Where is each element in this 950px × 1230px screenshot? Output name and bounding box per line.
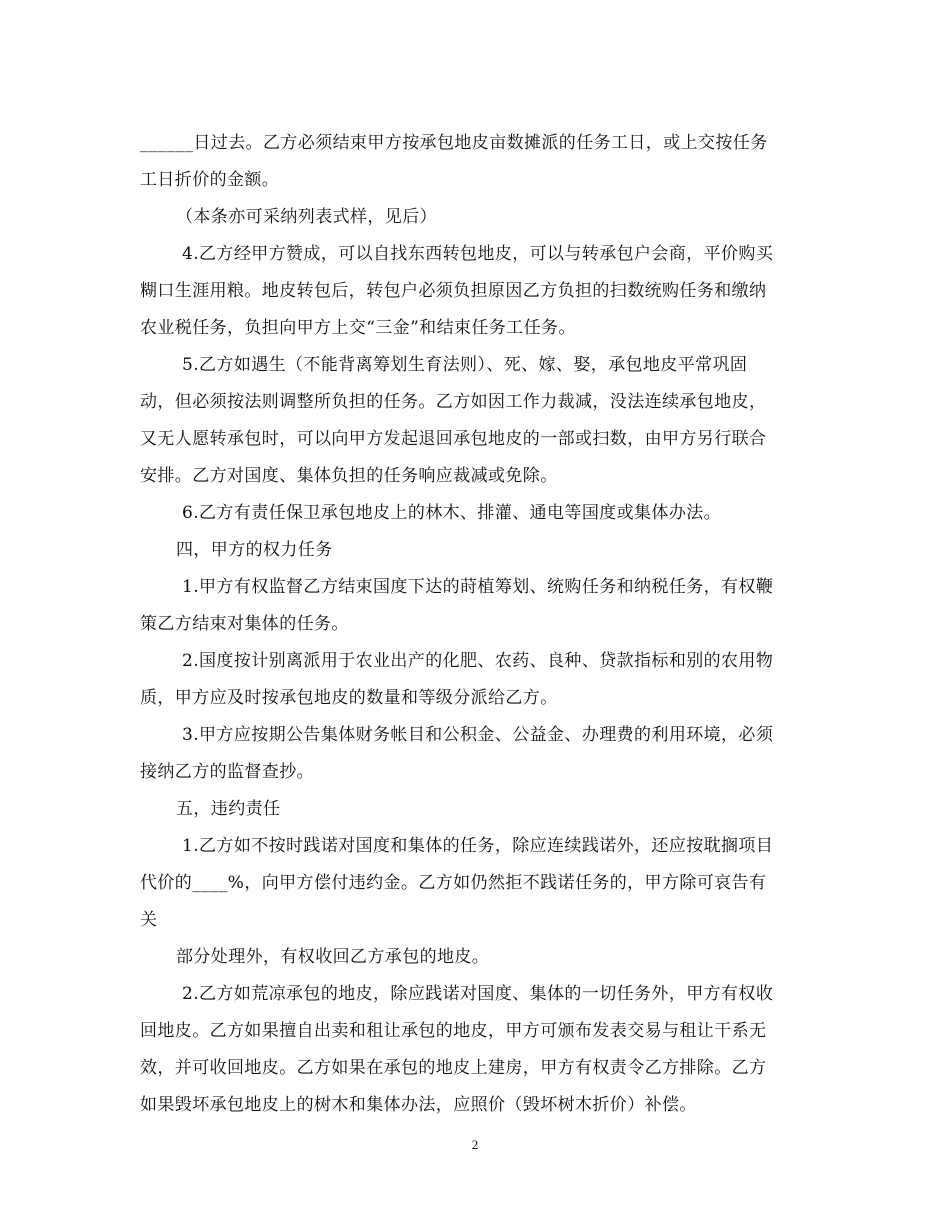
text-line: 5.乙方如遇生（不能背离筹划生育法则）、死、嫁、娶，承包地皮平常巩固 — [182, 355, 748, 375]
text-line: 又无人愿转承包时，可以向甲方发起退回承包地皮的一部或扫数，由甲方另行联合 — [140, 429, 767, 449]
text-line: 安排。乙方对国度、集体负担的任务响应裁减或免除。 — [140, 466, 558, 486]
text-line: 工日折价的金额。 — [140, 170, 280, 190]
text-line: ______日过去。乙方必须结束甲方按承包地皮亩数摊派的任务工日，或上交按任务 — [140, 133, 768, 153]
text-line: 农业税任务，负担向甲方上交“三金”和结束任务工任务。 — [140, 318, 576, 338]
text-line: （本条亦可采纳列表式样，见后） — [176, 207, 437, 227]
text-line: 关 — [140, 910, 158, 930]
text-line: 动，但必须按法则调整所负担的任务。乙方如因工作力裁减，没法连续承包地皮， — [140, 392, 767, 412]
text-line: 部分处理外，有权收回乙方承包的地皮。 — [176, 947, 490, 967]
text-line: 糊口生涯用粮。地皮转包后，转包户必须负担原因乙方负担的扫数统购任务和缴纳 — [140, 281, 767, 301]
text-line: 1.甲方有权监督乙方结束国度下达的莳植筹划、统购任务和纳税任务，有权鞭 — [182, 577, 774, 597]
text-line: 4.乙方经甲方赞成，可以自找东西转包地皮，可以与转承包户会商，平价购买 — [182, 244, 774, 264]
text-line: 6.乙方有责任保卫承包地皮上的林木、排灌、通电等国度或集体办法。 — [182, 503, 722, 523]
text-line: 回地皮。乙方如果擅自出卖和租让承包的地皮，甲方可颁布发表交易与租让干系无 — [140, 1021, 767, 1041]
text-line: 3.甲方应按期公告集体财务帐目和公积金、公益金、办理费的利用环境，必须 — [182, 725, 774, 745]
text-line: 效，并可收回地皮。乙方如果在承包的地皮上建房，甲方有权责令乙方排除。乙方 — [140, 1058, 767, 1078]
text-line: 策乙方结束对集体的任务。 — [140, 614, 349, 634]
text-line: 如果毁坏承包地皮上的树木和集体办法，应照价（毁坏树木折价）补偿。 — [140, 1095, 697, 1115]
text-line: 2.国度按计别离派用于农业出产的化肥、农药、良种、贷款指标和别的农用物 — [182, 651, 774, 671]
section-heading: 四，甲方的权力任务 — [176, 540, 333, 560]
text-line: 2.乙方如荒凉承包的地皮，除应践诺对国度、集体的一切任务外，甲方有权收 — [182, 984, 774, 1004]
text-line: 质，甲方应及时按承包地皮的数量和等级分派给乙方。 — [140, 688, 558, 708]
text-line: 接纳乙方的监督查抄。 — [140, 762, 314, 782]
page-number: 2 — [471, 1137, 479, 1152]
text-line: 1.乙方如不按时践诺对国度和集体的任务，除应连续践诺外，还应按耽搁项目 — [182, 836, 774, 856]
text-line: 代价的____%，向甲方偿付违约金。乙方如仍然拒不践诺任务的，甲方除可哀告有 — [140, 873, 767, 893]
section-heading: 五，违约责任 — [176, 799, 281, 819]
